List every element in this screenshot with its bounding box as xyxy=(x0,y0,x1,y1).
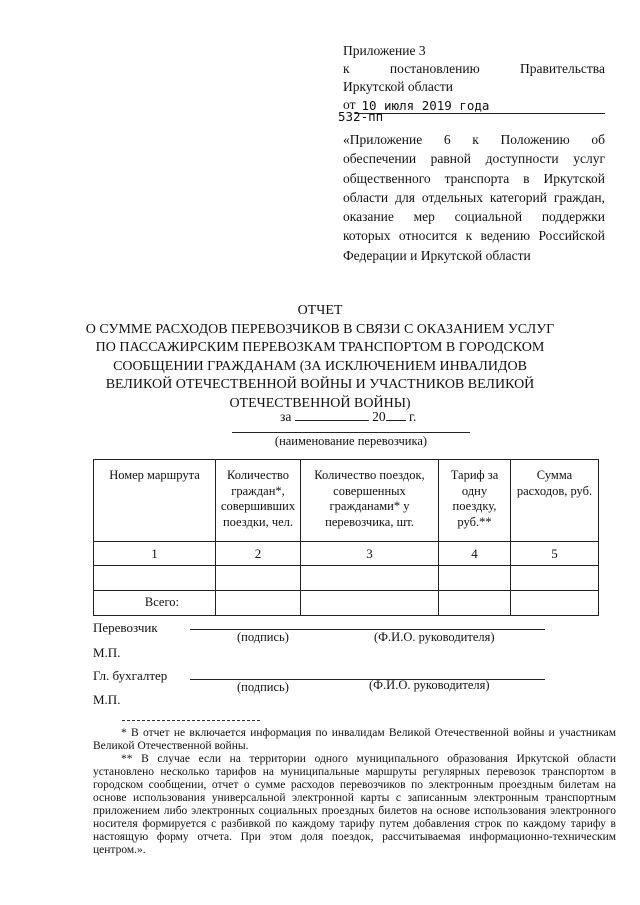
title-line: ОТЕЧЕСТВЕННОЙ ВОЙНЫ) xyxy=(229,395,411,411)
period-blank xyxy=(295,408,369,421)
accountant-signature-label: Гл. бухгалтер xyxy=(93,668,168,683)
title-line: О СУММЕ РАСХОДОВ ПЕРЕВОЗЧИКОВ В СВЯЗИ С ОКАЗАНИЕМ УСЛУГ xyxy=(85,321,555,337)
title-line: ВЕЛИКОЙ ОТЕЧЕСТВЕННОЙ ВОЙНЫ И УЧАСТНИКОВ ВЕЛИКОЙ xyxy=(105,377,535,392)
accountant-name-caption: (Ф.И.О. руководителя) xyxy=(369,678,490,692)
accountant-signature-caption: (подпись) xyxy=(237,680,289,694)
footnote-separator xyxy=(122,720,260,721)
stamp-placeholder: М.П. xyxy=(93,645,121,660)
header-expense-sum: Сумма расходов, руб. xyxy=(511,460,599,542)
carrier-name-line xyxy=(232,432,470,433)
table-cell xyxy=(301,591,439,616)
header-route-number: Номер маршрута xyxy=(94,460,216,542)
table-column-numbers-row xyxy=(94,542,599,566)
regulation-reference: «Приложение 6 к Положению об обеспечении равной доступности услуг общественного транспорта в Иркутской области для отдельных категорий граждан, оказание мер социальной поддержки которых относится к ведению Российской Федерации и Иркутской области xyxy=(343,132,605,263)
title-line: ОТЧЕТ xyxy=(297,303,343,318)
carrier-name-caption: (Ф.И.О. руководителя) xyxy=(374,630,495,644)
appendix-word: Правительства xyxy=(520,61,605,76)
appendix-header xyxy=(343,42,605,114)
table-row xyxy=(94,566,599,591)
appendix-region: Иркутской области xyxy=(343,79,454,94)
column-number: 4 xyxy=(439,542,511,566)
appendix-word: постановлению xyxy=(389,61,480,76)
report-title xyxy=(60,302,580,413)
period-line xyxy=(280,408,416,425)
table-cell xyxy=(301,566,439,591)
carrier-signature-caption: (подпись) xyxy=(237,630,289,644)
period-prefix: за xyxy=(280,409,292,424)
column-number: 5 xyxy=(511,542,599,566)
year-suffix: г. xyxy=(408,409,417,424)
appendix-line: Приложение 3 xyxy=(343,43,426,58)
carrier-name-caption: (наименование перевозчика) xyxy=(274,434,428,448)
table-cell xyxy=(94,566,216,591)
title-line: СООБЩЕНИИ ГРАЖДАНАМ (ЗА ИСКЛЮЧЕНИЕМ ИНВАЛИДОВ xyxy=(113,358,527,374)
table-cell xyxy=(216,566,301,591)
header-tariff: Тариф за одну поездку, руб.** xyxy=(439,460,511,542)
year-blank xyxy=(386,408,406,421)
table-cell xyxy=(511,591,599,616)
total-label: Всего: xyxy=(94,591,216,616)
table-cell xyxy=(439,591,511,616)
footnote-1: * В отчет не включается информация по инвалидам Великой Отечественной войны и участникам Великой Отечественной войны. xyxy=(93,727,616,752)
table-cell xyxy=(439,566,511,591)
appendix-word: к xyxy=(343,61,350,76)
table-header-row xyxy=(94,460,599,542)
column-number: 3 xyxy=(301,542,439,566)
header-citizens-count: Количество граждан*, совершивших поездки, чел. xyxy=(216,460,301,542)
table-cell xyxy=(216,591,301,616)
header-trips-count: Количество поездок, совершенных гражданами* у перевозчика, шт. xyxy=(301,460,439,542)
stamp-placeholder: М.П. xyxy=(93,692,121,707)
table-total-row xyxy=(94,591,599,616)
year-prefix: 20 xyxy=(372,409,386,424)
date-prefix: от xyxy=(343,97,356,112)
table-cell xyxy=(511,566,599,591)
carrier-signature-label: Перевозчик xyxy=(93,620,158,635)
title-line: ПО ПАССАЖИРСКИМ ПЕРЕВОЗКАМ ТРАНСПОРТОМ В ГОРОДСКОМ xyxy=(95,340,545,355)
resolution-number: 532-пп xyxy=(338,109,384,124)
footnote-2: ** В случае если на территории одного муниципального образования Иркутской области установлено несколько тарифов на муниципальные маршруты регулярных перевозок транспортом в городском сообщении, отчет о сумме расходов перевозчиков по электронным проездным билетам на основе использования универсальной электронной карты с записанным электронным транспортным приложением либо электронных социальных проездных билетов на основе использования электронного носителя формируется с разбивкой по каждому тарифу путем добавления строк по каждому тарифу в настоящую форму отчета. При этом доля поездок, рассчитываемая информационно-техническим центром.». xyxy=(93,753,616,856)
date-value: 10 июля 2019 года xyxy=(355,98,605,114)
column-number: 1 xyxy=(94,542,216,566)
appendix-resolution-line xyxy=(343,60,605,78)
column-number: 2 xyxy=(216,542,301,566)
report-table xyxy=(93,459,599,616)
